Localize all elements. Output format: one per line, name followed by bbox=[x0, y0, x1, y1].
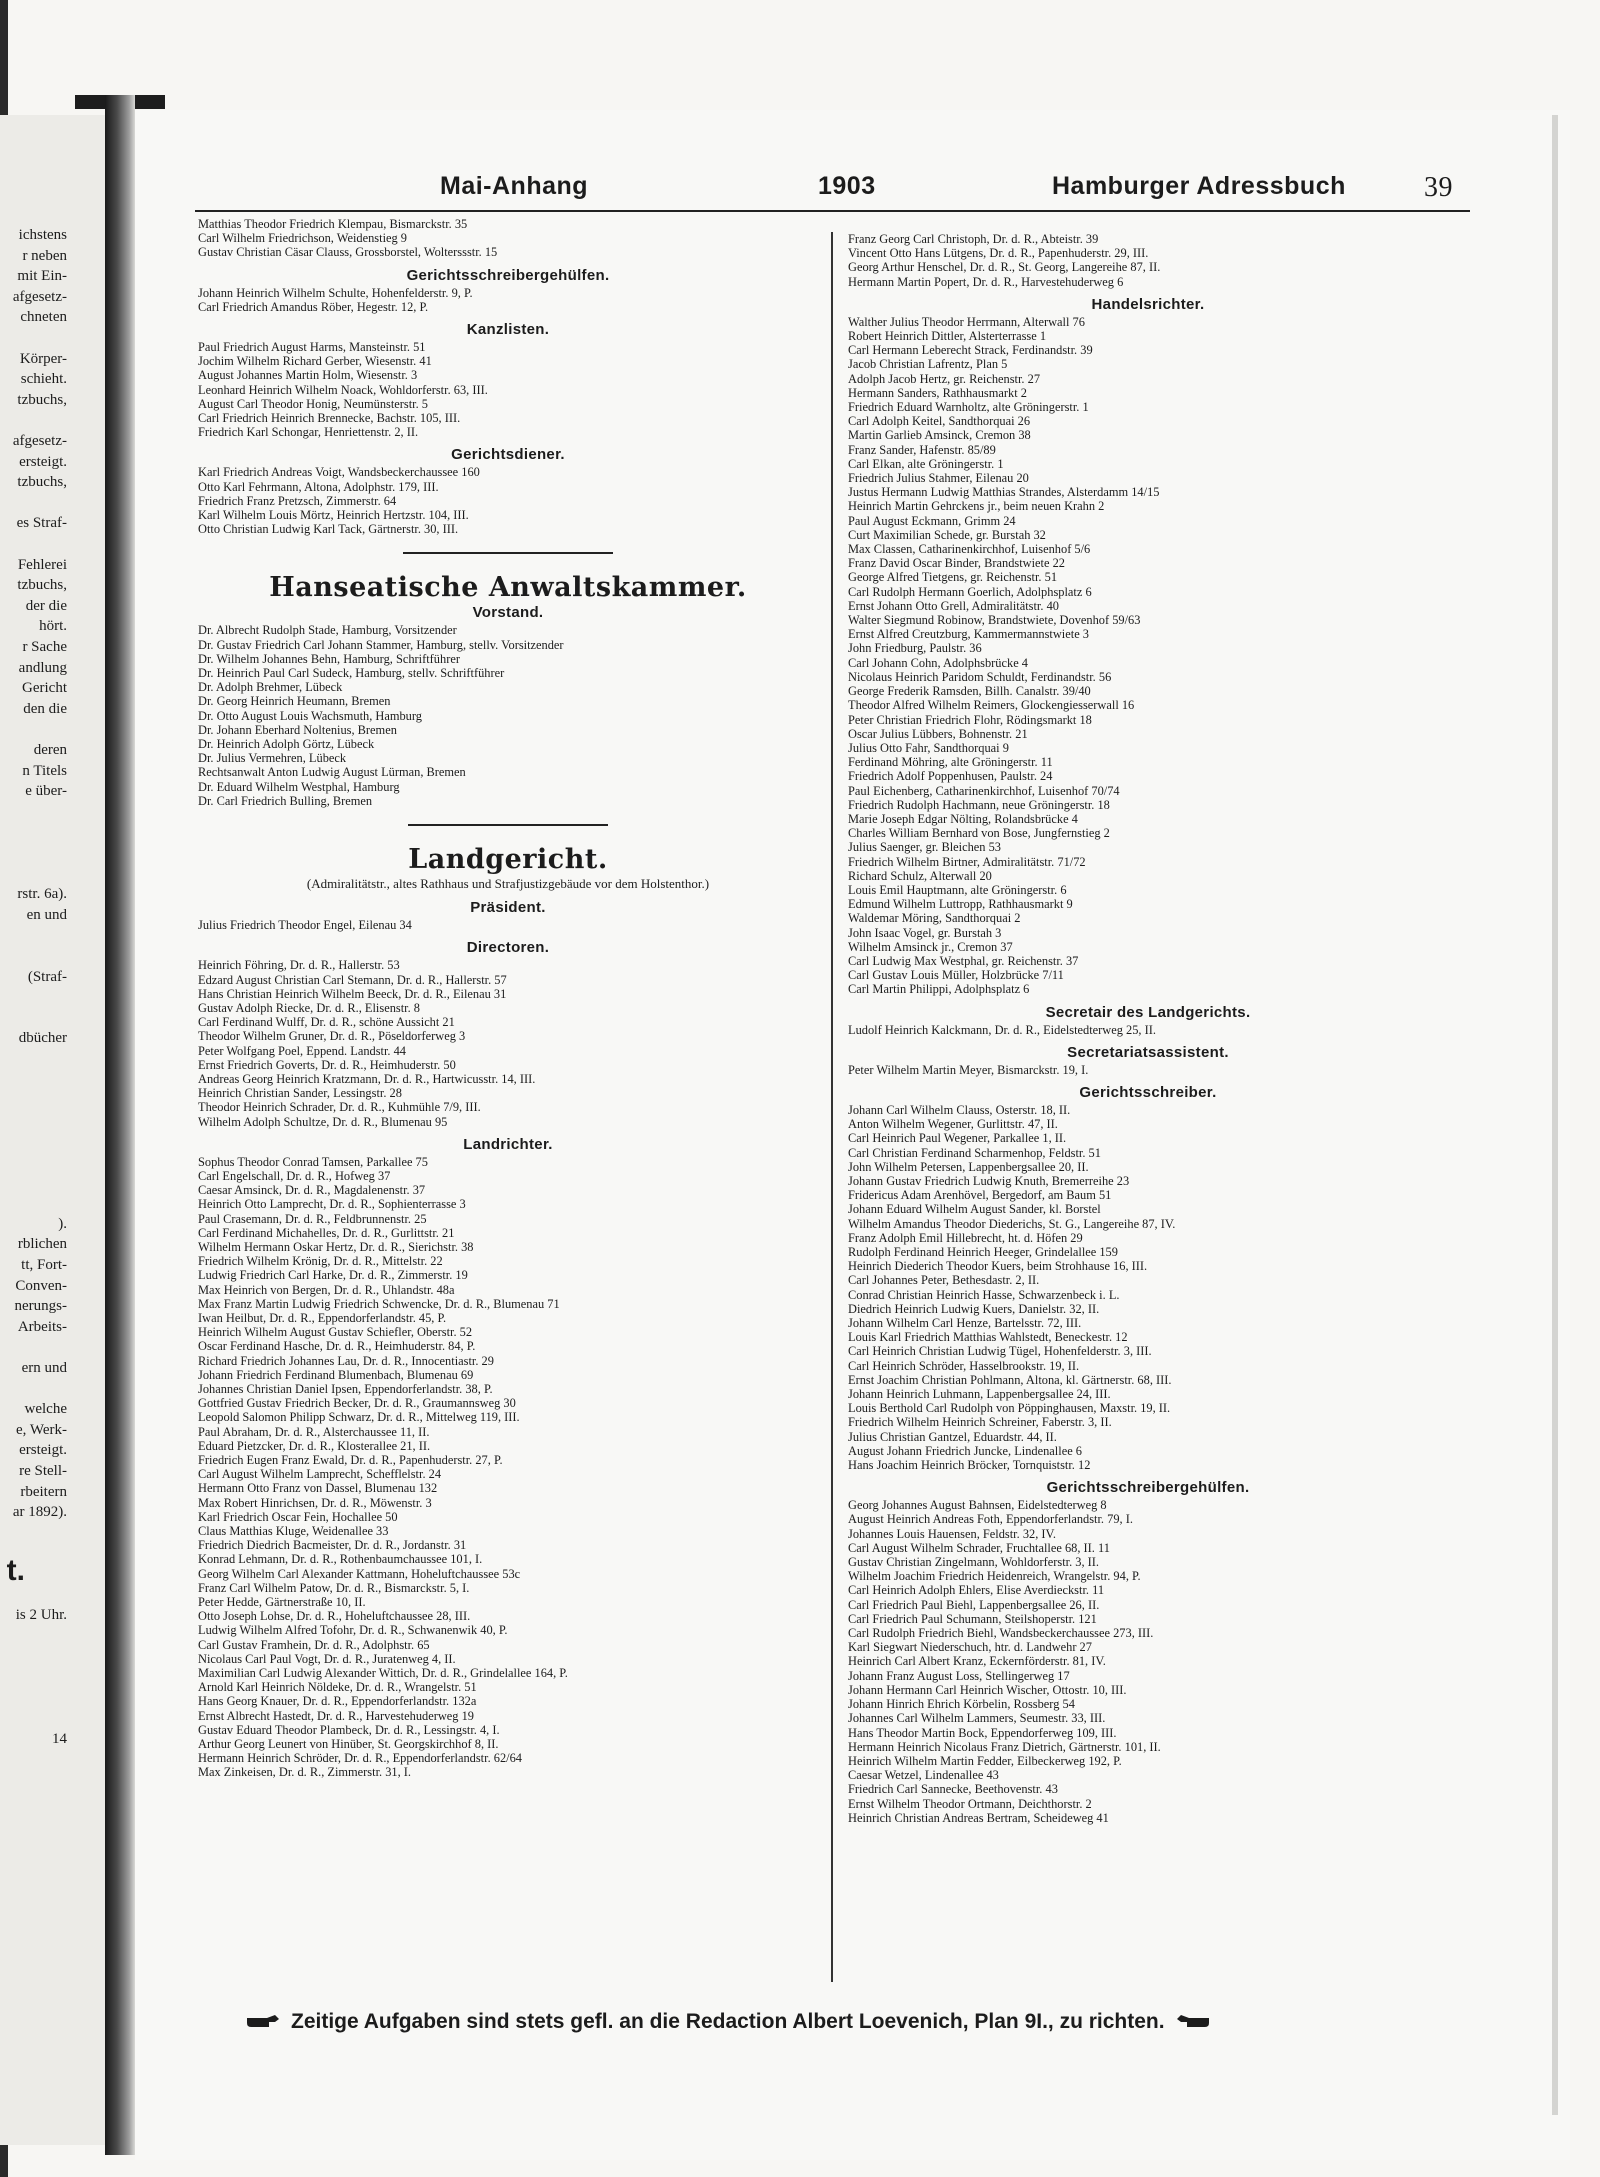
running-header bbox=[0, 172, 1600, 212]
directory-entry: Gustav Christian Zingelmann, Wohldorferstr. 3, II. bbox=[848, 1555, 1100, 1570]
directory-entry: Robert Heinrich Dittler, Alsterterrasse 1 bbox=[848, 329, 1047, 344]
book-fold-shadow bbox=[105, 95, 135, 2155]
pointing-hand-icon bbox=[245, 2013, 281, 2031]
previous-page-text: tzbuchs, bbox=[17, 577, 67, 594]
directory-entry: Richard Schulz, Alterwall 20 bbox=[848, 868, 992, 883]
directory-entry: Carl Rudolph Friedrich Biehl, Wandsbeckerchaussee 273, III. bbox=[848, 1626, 1154, 1641]
directory-entry: Johannes Carl Wilhelm Lammers, Seumestr. 33, III. bbox=[848, 1711, 1106, 1726]
directory-entry: Peter Wilhelm Martin Meyer, Bismarckstr. 19, I. bbox=[848, 1062, 1089, 1077]
directory-entry: Carl Gustav Framhein, Dr. d. R., Adolphstr. 65 bbox=[198, 1637, 430, 1652]
right-column bbox=[848, 232, 1448, 1825]
directory-entry: Caesar Amsinck, Dr. d. R., Magdalenenstr. 37 bbox=[198, 1183, 426, 1198]
directory-entry: Franz Adolph Emil Hillebrecht, ht. d. Höfen 29 bbox=[848, 1230, 1083, 1245]
directory-entry: Rechtsanwalt Anton Ludwig August Lürman, Bremen bbox=[198, 765, 466, 780]
previous-page-text: re Stell- bbox=[19, 1463, 67, 1479]
previous-page-text: afgesetz- bbox=[12, 288, 67, 305]
directory-entry: Edzard August Christian Carl Stemann, Dr. d. R., Hallerstr. 57 bbox=[198, 972, 507, 987]
directory-entry: Carl Johannes Peter, Bethesdastr. 2, II. bbox=[848, 1273, 1040, 1288]
directory-entry: Walter Siegmund Robinow, Brandstwiete, Dovenhof 59/63 bbox=[848, 613, 1141, 628]
header-year: 1903 bbox=[818, 172, 876, 200]
header-rule bbox=[195, 210, 1470, 212]
directory-entry: Franz Georg Carl Christoph, Dr. d. R., Abteistr. 39 bbox=[848, 232, 1099, 246]
previous-page-text: ersteigt. bbox=[19, 1442, 67, 1459]
directory-entry: Fridericus Adam Arenhövel, Bergedorf, am Baum 51 bbox=[848, 1188, 1112, 1203]
previous-page-fragment bbox=[0, 115, 105, 2145]
directory-entry: Georg Wilhelm Carl Alexander Kattmann, Hoheluftchaussee 53c bbox=[198, 1566, 521, 1581]
directory-entry: Ludolf Heinrich Kalckmann, Dr. d. R., Eidelstedterweg 25, II. bbox=[848, 1022, 1156, 1037]
previous-page-text: Arbeits- bbox=[17, 1318, 67, 1335]
directory-entry: Wilhelm Joachim Friedrich Heidenreich, Wrangelstr. 94, P. bbox=[848, 1569, 1141, 1584]
directory-entry: Paul Eichenberg, Catharinenkirchhof, Luisenhof 70/74 bbox=[848, 783, 1120, 798]
directory-entry: Johannes Christian Daniel Ipsen, Eppendorferlandstr. 38, P. bbox=[198, 1381, 493, 1396]
directory-entry: Max Robert Hinrichsen, Dr. d. R., Möwenstr. 3 bbox=[198, 1495, 432, 1510]
directory-entry: Otto Karl Fehrmann, Altona, Adolphstr. 179, III. bbox=[198, 479, 439, 494]
section-heading: Secretair des Landgerichts. bbox=[1045, 1003, 1251, 1021]
directory-entry: Paul August Eckmann, Grimm 24 bbox=[848, 513, 1016, 528]
section-heading: Präsident. bbox=[470, 899, 546, 917]
directory-entry: Friedrich Eduard Warnholtz, alte Gröningerstr. 1 bbox=[848, 400, 1089, 415]
directory-entry: Paul Crasemann, Dr. d. R., Feldbrunnenstr. 25 bbox=[198, 1211, 427, 1226]
section-heading: Gerichtsschreibergehülfen. bbox=[406, 266, 610, 284]
directory-entry: Leopold Salomon Philipp Schwarz, Dr. d. R., Mittelweg 119, III. bbox=[198, 1410, 520, 1425]
directory-entry: Nicolaus Heinrich Paridom Schuldt, Ferdinandstr. 56 bbox=[848, 669, 1112, 684]
directory-entry: John Wilhelm Petersen, Lappenbergsallee 20, II. bbox=[848, 1159, 1089, 1174]
directory-entry: Franz Carl Wilhelm Patow, Dr. d. R., Bismarckstr. 5, I. bbox=[198, 1580, 470, 1595]
directory-entry: Ernst Alfred Creutzburg, Kammermannstwiete 3 bbox=[848, 627, 1089, 642]
major-heading: Hanseatische Anwaltskammer. bbox=[269, 572, 747, 604]
directory-entry: Johann Hermann Carl Heinrich Wischer, Ottostr. 10, III. bbox=[848, 1682, 1127, 1697]
directory-entry: Conrad Christian Heinrich Hasse, Schwarzenbeck i. L. bbox=[848, 1287, 1120, 1302]
directory-entry: Edmund Wilhelm Luttropp, Rathhausmarkt 9 bbox=[848, 897, 1073, 912]
column-divider bbox=[831, 232, 833, 1982]
page-footer bbox=[235, 2005, 1385, 2039]
directory-entry: Julius Otto Fahr, Sandthorquai 9 bbox=[848, 740, 1009, 755]
directory-entry: Franz Sander, Hafenstr. 85/89 bbox=[848, 442, 996, 457]
directory-entry: Claus Matthias Kluge, Weidenallee 33 bbox=[198, 1524, 389, 1539]
directory-entry: Louis Karl Friedrich Matthias Wahlstedt, Beneckestr. 12 bbox=[848, 1330, 1128, 1345]
directory-entry: Diedrich Heinrich Ludwig Kuers, Danielstr. 32, II. bbox=[848, 1301, 1100, 1316]
previous-page-text: rblichen bbox=[17, 1236, 67, 1253]
entry-list bbox=[198, 958, 818, 1128]
entry-list bbox=[198, 340, 818, 439]
directory-entry: Julius Christian Gantzel, Eduardstr. 44, II. bbox=[848, 1429, 1057, 1444]
directory-entry: Carl Friedrich Amandus Röber, Hegestr. 12, P. bbox=[198, 299, 429, 314]
directory-entry: Otto Christian Ludwig Karl Tack, Gärtnerstr. 30, III. bbox=[198, 522, 459, 537]
section-heading: Vorstand. bbox=[472, 604, 544, 622]
directory-entry: Carl Gustav Louis Müller, Holzbrücke 7/11 bbox=[848, 968, 1064, 983]
directory-entry: Louis Berthold Carl Rudolph von Pöppinghausen, Maxstr. 19, II. bbox=[848, 1401, 1171, 1416]
previous-page-text: tzbuchs, bbox=[17, 391, 67, 408]
directory-entry: Dr. Julius Vermehren, Lübeck bbox=[198, 751, 347, 766]
directory-entry: Carl Heinrich Christian Ludwig Tügel, Hohenfelderstr. 3, III. bbox=[848, 1344, 1152, 1359]
previous-page-text: afgesetz- bbox=[12, 433, 67, 449]
entry-list bbox=[848, 1063, 1448, 1077]
directory-entry: Friedrich Wilhelm Heinrich Schreiner, Faberstr. 3, II. bbox=[848, 1415, 1112, 1430]
directory-entry: Carl Friedrich Heinrich Brennecke, Bachstr. 105, III. bbox=[198, 411, 461, 426]
directory-entry: Walther Julius Theodor Herrmann, Alterwall 76 bbox=[848, 314, 1085, 329]
previous-page-text: Conven- bbox=[15, 1277, 67, 1294]
previous-page-text: t. bbox=[6, 1554, 25, 1587]
entry-list bbox=[198, 286, 818, 314]
directory-entry: Heinrich Wilhelm August Gustav Schiefler, Oberstr. 52 bbox=[198, 1325, 473, 1340]
directory-entry: Vincent Otto Hans Lütgens, Dr. d. R., Papenhuderstr. 29, III. bbox=[848, 246, 1149, 261]
directory-entry: Johann Eduard Wilhelm August Sander, kl. Borstel bbox=[848, 1202, 1101, 1217]
directory-entry: Johann Carl Wilhelm Clauss, Osterstr. 18, II. bbox=[848, 1102, 1071, 1117]
directory-entry: Hans Theodor Martin Bock, Eppendorferweg 109, III. bbox=[848, 1725, 1117, 1740]
directory-entry: Heinrich Martin Gehrckens jr., beim neuen Krahn 2 bbox=[848, 499, 1105, 514]
directory-entry: Hans Christian Heinrich Wilhelm Beeck, Dr. d. R., Eilenau 31 bbox=[198, 986, 507, 1001]
directory-entry: Georg Arthur Henschel, Dr. d. R., St. Georg, Langereihe 87, II. bbox=[848, 260, 1161, 275]
directory-entry: Heinrich Carl Albert Kranz, Eckernförderstr. 81, IV. bbox=[848, 1654, 1106, 1669]
previous-page-text: hört. bbox=[39, 618, 67, 635]
directory-entry: Carl Wilhelm Friedrichson, Weidenstieg 9 bbox=[198, 231, 407, 246]
directory-entry: Richard Friedrich Johannes Lau, Dr. d. R., Innocentiastr. 29 bbox=[198, 1353, 494, 1368]
directory-entry: Carl Elkan, alte Gröningerstr. 1 bbox=[848, 456, 1004, 471]
directory-entry: Dr. Wilhelm Johannes Behn, Hamburg, Schriftführer bbox=[198, 651, 460, 666]
directory-entry: Hans Joachim Heinrich Bröcker, Tornquiststr. 12 bbox=[848, 1458, 1091, 1473]
directory-entry: August Johannes Martin Holm, Wiesenstr. 3 bbox=[198, 368, 418, 383]
directory-entry: Dr. Otto August Louis Wachsmuth, Hamburg bbox=[198, 708, 422, 723]
directory-entry: Ludwig Wilhelm Alfred Tofohr, Dr. d. R., Schwanenwik 40, P. bbox=[198, 1623, 508, 1638]
directory-entry: Gustav Adolph Riecke, Dr. d. R., Elisenstr. 8 bbox=[198, 1000, 420, 1015]
section-heading: Directoren. bbox=[466, 939, 550, 957]
section-heading: Gerichtsschreiber. bbox=[1079, 1083, 1217, 1101]
directory-entry: Max Heinrich von Bergen, Dr. d. R., Uhlandstr. 48a bbox=[198, 1282, 455, 1297]
directory-entry: Heinrich Föhring, Dr. d. R., Hallerstr. 53 bbox=[198, 958, 400, 973]
previous-page-text: tt, Fort- bbox=[21, 1257, 67, 1273]
directory-entry: Jochim Wilhelm Richard Gerber, Wiesenstr. 41 bbox=[198, 354, 432, 369]
directory-entry: Max Classen, Catharinenkirchhof, Luisenhof 5/6 bbox=[848, 542, 1091, 557]
entry-list bbox=[198, 623, 818, 808]
directory-entry: Carl Heinrich Paul Wegener, Parkallee 1, II. bbox=[848, 1131, 1067, 1146]
directory-entry: Johann Wilhelm Carl Henze, Bartelsstr. 72, III. bbox=[848, 1316, 1082, 1331]
previous-page-text: ichstens bbox=[18, 227, 67, 243]
directory-entry: Curt Maximilian Schede, gr. Burstah 32 bbox=[848, 527, 1046, 542]
previous-page-text: (Straf- bbox=[27, 968, 67, 985]
section-rule bbox=[408, 824, 608, 826]
directory-entry: Dr. Georg Heinrich Heumann, Bremen bbox=[198, 694, 391, 709]
directory-entry: Hermann Sanders, Rathhausmarkt 2 bbox=[848, 385, 1027, 400]
directory-entry: Karl Friedrich Oscar Fein, Hochallee 50 bbox=[198, 1509, 398, 1524]
directory-entry: Heinrich Wilhelm Martin Fedder, Eilbeckerweg 192, P. bbox=[848, 1753, 1122, 1768]
previous-page-text: andlung bbox=[18, 659, 67, 676]
directory-entry: Ernst Joachim Christian Pohlmann, Altona, kl. Gärtnerstr. 68, III. bbox=[848, 1372, 1172, 1387]
directory-entry: George Frederik Ramsden, Billh. Canalstr. 39/40 bbox=[848, 684, 1091, 699]
directory-entry: Hermann Otto Franz von Dassel, Blumenau 132 bbox=[198, 1481, 438, 1496]
directory-entry: Marie Joseph Edgar Nölting, Rolandsbrücke 4 bbox=[848, 811, 1078, 826]
directory-entry: Hermann Heinrich Nicolaus Franz Dietrich, Gärtnerstr. 101, II. bbox=[848, 1739, 1161, 1754]
directory-entry: Heinrich Christian Andreas Bertram, Scheideweg 41 bbox=[848, 1810, 1109, 1825]
directory-entry: Dr. Heinrich Adolph Görtz, Lübeck bbox=[198, 737, 375, 752]
entry-list bbox=[848, 1498, 1448, 1825]
header-title: Hamburger Adressbuch bbox=[1052, 172, 1346, 200]
directory-entry: Georg Johannes August Bahnsen, Eidelstedterweg 8 bbox=[848, 1498, 1107, 1513]
header-left: Mai-Anhang bbox=[440, 172, 589, 200]
directory-entry: Julius Friedrich Theodor Engel, Eilenau 34 bbox=[198, 918, 412, 933]
previous-page-text: welche bbox=[24, 1401, 67, 1418]
directory-entry: Johann Hinrich Ehrich Körbelin, Rossberg 54 bbox=[848, 1697, 1075, 1712]
previous-page-text: ar 1892). bbox=[12, 1504, 67, 1521]
previous-page-text: e über- bbox=[25, 783, 67, 800]
left-column bbox=[198, 217, 818, 1780]
directory-entry: Carl Friedrich Paul Schumann, Steilshoperstr. 121 bbox=[848, 1611, 1097, 1626]
directory-entry: Ferdinand Möhring, alte Gröningerstr. 11 bbox=[848, 755, 1053, 770]
previous-page-text: schieht. bbox=[20, 371, 67, 388]
entry-list bbox=[198, 465, 818, 536]
directory-entry: Oscar Julius Lübbers, Bohnenstr. 21 bbox=[848, 726, 1028, 741]
court-address-note: (Admiralitätstr., altes Rathhaus und Strafjustizgebäude vor dem Holstenthor.) bbox=[306, 876, 710, 892]
directory-entry: Peter Hedde, Gärtnerstraße 10, II. bbox=[198, 1595, 366, 1610]
previous-page-text: ern und bbox=[21, 1360, 67, 1376]
directory-entry: Carl Ferdinand Michahelles, Dr. d. R., Gurlittstr. 21 bbox=[198, 1225, 455, 1240]
directory-entry: Johann Gustav Friedrich Ludwig Knuth, Bremerreihe 23 bbox=[848, 1173, 1130, 1188]
directory-entry: Jacob Christian Lafrentz, Plan 5 bbox=[848, 357, 1008, 372]
directory-entry: Dr. Heinrich Paul Carl Sudeck, Hamburg, stellv. Schriftführer bbox=[198, 666, 505, 681]
directory-entry: Peter Wolfgang Poel, Eppend. Landstr. 44 bbox=[198, 1043, 407, 1058]
directory-entry: Anton Wilhelm Wegener, Gurlittstr. 47, II. bbox=[848, 1117, 1058, 1132]
previous-page-text: ). bbox=[58, 1215, 67, 1232]
directory-entry: Heinrich Diederich Theodor Kuers, beim Strohhause 16, III. bbox=[848, 1259, 1148, 1274]
section-heading: Gerichtsschreibergehülfen. bbox=[1046, 1479, 1250, 1497]
page-number: 39 bbox=[1424, 172, 1453, 203]
directory-entry: Carl Engelschall, Dr. d. R., Hofweg 37 bbox=[198, 1168, 391, 1183]
directory-entry: Carl Heinrich Schröder, Hasselbrookstr. 19, II. bbox=[848, 1358, 1080, 1373]
directory-entry: Theodor Heinrich Schrader, Dr. d. R., Kuhmühle 7/9, III. bbox=[198, 1100, 481, 1115]
directory-entry: John Isaac Vogel, gr. Burstah 3 bbox=[848, 925, 1002, 940]
directory-entry: Oscar Ferdinand Hasche, Dr. d. R., Heimhuderstr. 84, P. bbox=[198, 1339, 476, 1354]
directory-entry: Nicolaus Carl Paul Vogt, Dr. d. R., Juratenweg 4, II. bbox=[198, 1651, 456, 1666]
section-heading: Landrichter. bbox=[463, 1135, 553, 1153]
directory-entry: Leonhard Heinrich Wilhelm Noack, Wohldorferstr. 63, III. bbox=[198, 382, 488, 397]
directory-entry: Friedrich Karl Schongar, Henriettenstr. 2, II. bbox=[198, 425, 419, 440]
directory-entry: Louis Emil Hauptmann, alte Gröningerstr. 6 bbox=[848, 882, 1067, 897]
entry-list bbox=[848, 1103, 1448, 1472]
directory-entry: Friedrich Franz Pretzsch, Zimmerstr. 64 bbox=[198, 493, 397, 508]
directory-entry: Konrad Lehmann, Dr. d. R., Rothenbaumchaussee 101, I. bbox=[198, 1552, 483, 1567]
directory-entry: George Alfred Tietgens, gr. Reichenstr. 51 bbox=[848, 570, 1058, 585]
previous-page-text: Gericht bbox=[22, 680, 67, 697]
previous-page-text: rstr. 6a). bbox=[17, 886, 67, 903]
page-edge bbox=[1552, 115, 1558, 2115]
directory-entry: Caesar Wetzel, Lindenallee 43 bbox=[848, 1768, 999, 1783]
entry-list bbox=[198, 1155, 818, 1780]
directory-entry: Karl Wilhelm Louis Mörtz, Heinrich Hertzstr. 104, III. bbox=[198, 508, 469, 523]
directory-entry: Andreas Georg Heinrich Kratzmann, Dr. d. R., Hartwicusstr. 14, III. bbox=[198, 1071, 536, 1086]
previous-page-text: chneten bbox=[20, 309, 67, 326]
directory-entry: Ernst Friedrich Goverts, Dr. d. R., Heimhuderstr. 50 bbox=[198, 1057, 456, 1072]
directory-entry: Maximilian Carl Ludwig Alexander Wittich, Dr. d. R., Grindelallee 164, P. bbox=[198, 1666, 568, 1681]
directory-entry: Dr. Johann Eberhard Noltenius, Bremen bbox=[198, 722, 397, 737]
directory-entry: Friedrich Wilhelm Krönig, Dr. d. R., Mittelstr. 22 bbox=[198, 1254, 443, 1269]
directory-entry: Sophus Theodor Conrad Tamsen, Parkallee 75 bbox=[198, 1154, 428, 1169]
directory-entry: Dr. Carl Friedrich Bulling, Bremen bbox=[198, 793, 373, 808]
directory-entry: Karl Siegwart Niederschuch, htr. d. Landwehr 27 bbox=[848, 1640, 1092, 1655]
directory-entry: Eduard Pietzcker, Dr. d. R., Klosterallee 21, II. bbox=[198, 1438, 431, 1453]
previous-page-text: rbeitern bbox=[20, 1483, 67, 1500]
directory-entry: Carl Martin Philippi, Adolphsplatz 6 bbox=[848, 982, 1030, 997]
section-heading: Secretariatsassistent. bbox=[1067, 1043, 1229, 1061]
directory-entry: Carl August Wilhelm Lamprecht, Schefflelstr. 24 bbox=[198, 1467, 442, 1482]
directory-entry: Friedrich Eugen Franz Ewald, Dr. d. R., Papenhuderstr. 27, P. bbox=[198, 1453, 503, 1467]
directory-entry: Ludwig Friedrich Carl Harke, Dr. d. R., Zimmerstr. 19 bbox=[198, 1268, 468, 1283]
directory-entry: Karl Friedrich Andreas Voigt, Wandsbeckerchaussee 160 bbox=[198, 465, 480, 480]
directory-entry: Max Franz Martin Ludwig Friedrich Schwencke, Dr. d. R., Blumenau 71 bbox=[198, 1296, 560, 1311]
directory-entry: Julius Saenger, gr. Bleichen 53 bbox=[848, 840, 1001, 855]
directory-entry: Carl August Wilhelm Schrader, Fruchtallee 68, II. 11 bbox=[848, 1540, 1110, 1555]
directory-entry: Carl Hermann Leberecht Strack, Ferdinandstr. 39 bbox=[848, 343, 1093, 358]
directory-entry: Hermann Martin Popert, Dr. d. R., Harvestehuderweg 6 bbox=[848, 274, 1124, 289]
footer-notice: Zeitige Aufgaben sind stets gefl. an die Redaction Albert Loevenich, Plan 9I., zu richten. bbox=[291, 2010, 1165, 2033]
directory-entry: Friedrich Rudolph Hachmann, neue Gröningerstr. 18 bbox=[848, 797, 1110, 812]
directory-entry: Waldemar Möring, Sandthorquai 2 bbox=[848, 911, 1021, 926]
previous-page-text: e, Werk- bbox=[16, 1421, 67, 1438]
previous-page-text: deren bbox=[33, 742, 67, 758]
directory-entry: Dr. Gustav Friedrich Carl Johann Stammer, Hamburg, stellv. Vorsitzender bbox=[198, 637, 564, 652]
directory-entry: Carl Christian Ferdinand Scharmenhop, Feldstr. 51 bbox=[848, 1145, 1101, 1160]
entry-list bbox=[198, 217, 818, 260]
directory-entry: Martin Garlieb Amsinck, Cremon 38 bbox=[848, 428, 1031, 443]
directory-entry: Carl Ferdinand Wulff, Dr. d. R., schöne Aussicht 21 bbox=[198, 1015, 455, 1030]
previous-page-text: nerungs- bbox=[14, 1298, 67, 1315]
directory-entry: Carl Rudolph Hermann Goerlich, Adolphsplatz 6 bbox=[848, 584, 1092, 599]
entry-list bbox=[848, 232, 1448, 289]
previous-page-text: Körper- bbox=[19, 350, 67, 367]
directory-entry: Theodor Alfred Wilhelm Reimers, Glockengiesserwall 16 bbox=[848, 698, 1135, 713]
directory-entry: Johann Heinrich Wilhelm Schulte, Hohenfelderstr. 9, P. bbox=[198, 285, 473, 300]
previous-page-text: dbücher bbox=[18, 1030, 67, 1047]
directory-entry: Max Zinkeisen, Dr. d. R., Zimmerstr. 31, I. bbox=[198, 1765, 412, 1780]
directory-entry: Dr. Adolph Brehmer, Lübeck bbox=[198, 680, 343, 695]
directory-entry: Arthur Georg Leunert von Hinüber, St. Georgskirchhof 8, II. bbox=[198, 1737, 499, 1752]
directory-entry: Friedrich Wilhelm Birtner, Admiralitätstr. 71/72 bbox=[848, 854, 1086, 869]
directory-entry: Justus Hermann Ludwig Matthias Strandes, Alsterdamm 14/15 bbox=[848, 485, 1160, 500]
directory-entry: Johann Heinrich Luhmann, Lappenbergsallee 24, III. bbox=[848, 1387, 1111, 1402]
directory-entry: Friedrich Carl Sannecke, Beethovenstr. 43 bbox=[848, 1782, 1058, 1797]
directory-entry: Theodor Wilhelm Gruner, Dr. d. R., Pöseldorferweg 3 bbox=[198, 1029, 466, 1044]
directory-entry: Gustav Christian Cäsar Clauss, Grossborstel, Wolterssstr. 15 bbox=[198, 245, 498, 260]
previous-page-text: tzbuchs, bbox=[17, 474, 67, 491]
directory-entry: Peter Christian Friedrich Flohr, Rödingsmarkt 18 bbox=[848, 712, 1092, 727]
directory-entry: Carl Heinrich Adolph Ehlers, Elise Averdieckstr. 11 bbox=[848, 1583, 1105, 1598]
directory-entry: Franz David Oscar Binder, Brandstwiete 22 bbox=[848, 556, 1065, 571]
directory-entry: Friedrich Adolf Poppenhusen, Paulstr. 24 bbox=[848, 769, 1053, 784]
previous-page-text: is 2 Uhr. bbox=[15, 1607, 67, 1624]
directory-entry: Charles William Bernhard von Bose, Jungfernstieg 2 bbox=[848, 826, 1110, 841]
previous-page-text: der die bbox=[25, 597, 67, 614]
section-heading: Handelsrichter. bbox=[1091, 295, 1205, 313]
directory-entry: Heinrich Christian Sander, Lessingstr. 28 bbox=[198, 1086, 402, 1101]
previous-page-text: r neben bbox=[22, 247, 67, 264]
directory-entry: Paul Abraham, Dr. d. R., Alsterchaussee 11, II. bbox=[198, 1424, 430, 1439]
previous-page-text: n Titels bbox=[22, 762, 67, 779]
section-rule bbox=[403, 552, 613, 554]
previous-page-text: 14 bbox=[52, 1730, 67, 1747]
directory-entry: Wilhelm Amsinck jr., Cremon 37 bbox=[848, 939, 1013, 954]
directory-entry: Iwan Heilbut, Dr. d. R., Eppendorferlandstr. 45, P. bbox=[198, 1310, 447, 1325]
directory-entry: August Carl Theodor Honig, Neumünsterstr. 5 bbox=[198, 396, 429, 411]
directory-entry: August Heinrich Andreas Foth, Eppendorferlandstr. 79, I. bbox=[848, 1512, 1133, 1527]
entry-list bbox=[198, 918, 818, 932]
directory-entry: Heinrich Otto Lamprecht, Dr. d. R., Sophienterrasse 3 bbox=[198, 1197, 466, 1212]
directory-entry: Friedrich Julius Stahmer, Eilenau 20 bbox=[848, 471, 1029, 486]
previous-page-text: den die bbox=[23, 700, 67, 717]
directory-entry: August Johann Friedrich Juncke, Lindenallee 6 bbox=[848, 1443, 1082, 1458]
directory-entry: Dr. Eduard Wilhelm Westphal, Hamburg bbox=[198, 779, 400, 794]
directory-entry: Carl Johann Cohn, Adolphsbrücke 4 bbox=[848, 655, 1028, 670]
pointing-hand-icon bbox=[1175, 2013, 1211, 2031]
directory-entry: Carl Ludwig Max Westphal, gr. Reichenstr. 37 bbox=[848, 953, 1079, 968]
previous-page-text: es Straf- bbox=[16, 515, 67, 532]
directory-entry: Gottfried Gustav Friedrich Becker, Dr. d. R., Graumannsweg 30 bbox=[198, 1396, 516, 1411]
directory-entry: Otto Joseph Lohse, Dr. d. R., Hoheluftchaussee 28, III. bbox=[198, 1609, 471, 1624]
directory-entry: Dr. Albrecht Rudolph Stade, Hamburg, Vorsitzender bbox=[198, 623, 457, 638]
directory-entry: Ernst Johann Otto Grell, Admiralitätstr. 40 bbox=[848, 598, 1059, 613]
entry-list bbox=[848, 1023, 1448, 1037]
directory-entry: Ernst Wilhelm Theodor Ortmann, Deichthorstr. 2 bbox=[848, 1796, 1092, 1811]
previous-page-text: Fehlerei bbox=[17, 556, 67, 573]
directory-entry: John Friedburg, Paulstr. 36 bbox=[848, 641, 982, 656]
directory-entry: Adolph Jacob Hertz, gr. Reichenstr. 27 bbox=[848, 371, 1041, 386]
directory-entry: Johannes Louis Hauensen, Feldstr. 32, IV. bbox=[848, 1526, 1056, 1541]
directory-entry: Gustav Eduard Theodor Plambeck, Dr. d. R., Lessingstr. 4, I. bbox=[198, 1722, 500, 1737]
previous-page-text: en und bbox=[26, 906, 67, 923]
directory-entry: Paul Friedrich August Harms, Mansteinstr. 51 bbox=[198, 340, 426, 355]
directory-entry: Wilhelm Hermann Oskar Hertz, Dr. d. R., Sierichstr. 38 bbox=[198, 1239, 474, 1254]
major-heading: Landgericht. bbox=[408, 844, 608, 876]
previous-page-text: mit Ein- bbox=[17, 268, 67, 285]
previous-page-text: ersteigt. bbox=[19, 453, 67, 470]
section-heading: Kanzlisten. bbox=[466, 321, 550, 339]
directory-entry: Johann Franz August Loss, Stellingerweg 17 bbox=[848, 1668, 1070, 1683]
directory-entry: Wilhelm Amandus Theodor Diederichs, St. G., Langereihe 87, IV. bbox=[848, 1216, 1176, 1231]
directory-entry: Carl Friedrich Paul Biehl, Lappenbergsallee 26, II. bbox=[848, 1597, 1100, 1612]
directory-entry: Ernst Albrecht Hastedt, Dr. d. R., Harvestehuderweg 19 bbox=[198, 1708, 474, 1723]
directory-entry: Carl Adolph Keitel, Sandthorquai 26 bbox=[848, 414, 1031, 429]
entry-list bbox=[848, 315, 1448, 997]
directory-entry: Hermann Heinrich Schröder, Dr. d. R., Eppendorferlandstr. 62/64 bbox=[198, 1751, 522, 1766]
directory-entry: Friedrich Diedrich Bacmeister, Dr. d. R., Jordanstr. 31 bbox=[198, 1538, 467, 1553]
section-heading: Gerichtsdiener. bbox=[451, 446, 565, 464]
directory-entry: Johann Friedrich Ferdinand Blumenbach, Blumenau 69 bbox=[198, 1367, 474, 1382]
directory-entry: Wilhelm Adolph Schultze, Dr. d. R., Blumenau 95 bbox=[198, 1114, 448, 1129]
directory-entry: Rudolph Ferdinand Heinrich Heeger, Grindelallee 159 bbox=[848, 1245, 1118, 1259]
directory-entry: Hans Georg Knauer, Dr. d. R., Eppendorferlandstr. 132a bbox=[198, 1694, 477, 1709]
previous-page-text: r Sache bbox=[22, 639, 67, 655]
directory-entry: Matthias Theodor Friedrich Klempau, Bismarckstr. 35 bbox=[198, 217, 468, 231]
directory-entry: Arnold Karl Heinrich Nöldeke, Dr. d. R., Wrangelstr. 51 bbox=[198, 1680, 477, 1695]
